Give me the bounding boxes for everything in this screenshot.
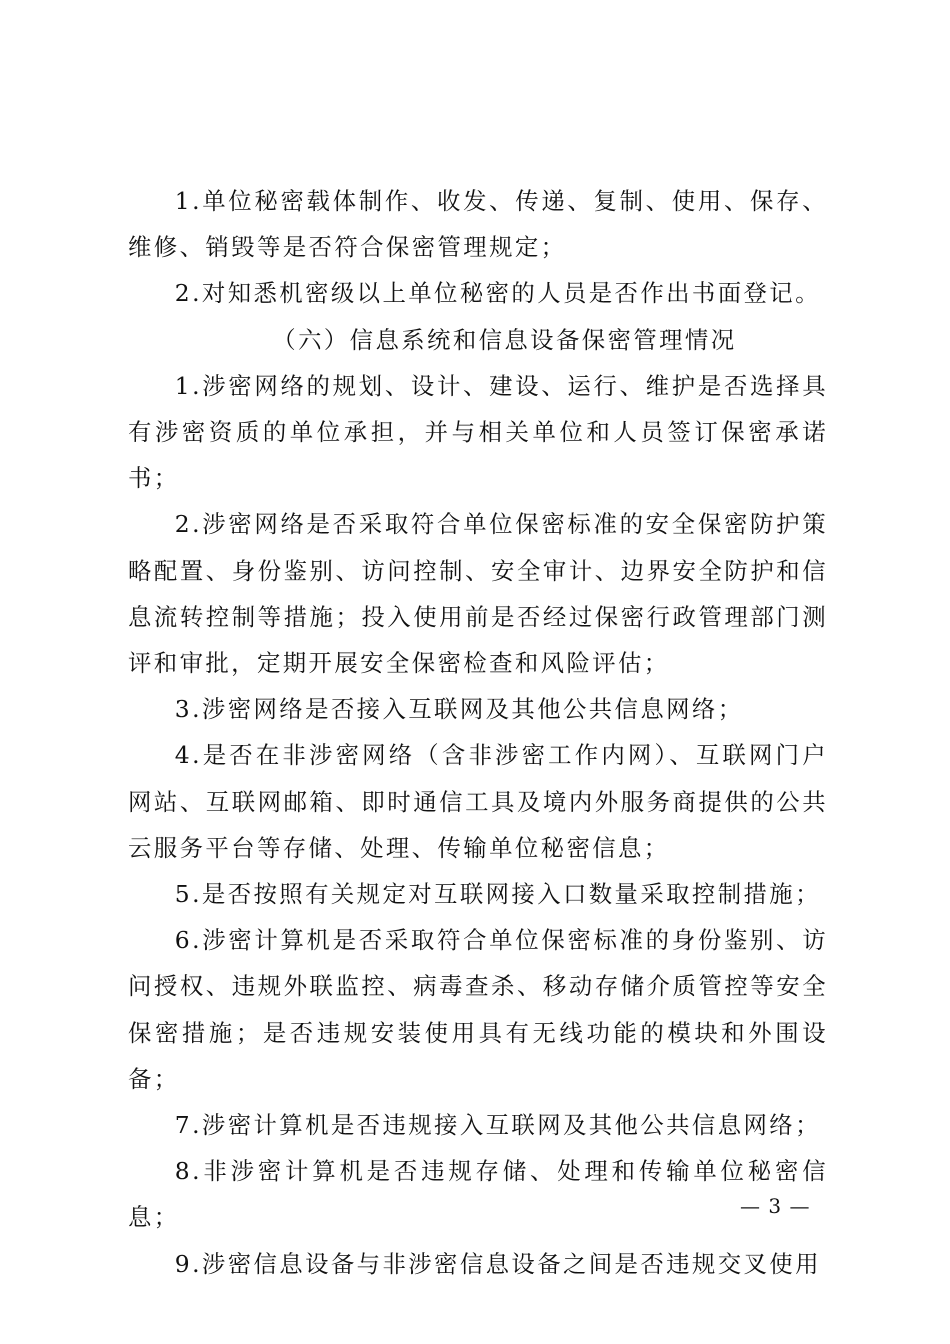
paragraph-personnel-registration: 2.对知悉机密级以上单位秘密的人员是否作出书面登记。 <box>174 279 821 308</box>
paragraph-computer-internet: 7.涉密计算机是否违规接入互联网及其他公共信息网络； <box>174 1111 821 1140</box>
paragraph-non-classified-computer: 8.非涉密计算机是否违规存储、处理和传输单位秘密信息； <box>128 1157 828 1232</box>
paragraph-cross-use: 9.涉密信息设备与非涉密信息设备之间是否违规交叉使用 <box>174 1249 821 1278</box>
page-number: — 3 — <box>740 1194 811 1218</box>
document-body <box>128 178 828 1287</box>
paragraph-carrier-management: 1.单位秘密载体制作、收发、传递、复制、使用、保存、维修、销毁等是否符合保密管理规定； <box>128 187 828 262</box>
paragraph-internet-connection: 3.涉密网络是否接入互联网及其他公共信息网络； <box>174 695 744 724</box>
paragraph-non-classified-network: 4.是否在非涉密网络（含非涉密工作内网）、互联网门户网站、互联网邮箱、即时通信工具及境内外服务商提供的公共云服务平台等存储、处理、传输单位秘密信息； <box>128 741 828 862</box>
paragraph-network-qualification: 1.涉密网络的规划、设计、建设、运行、维护是否选择具有涉密资质的单位承担，并与相关单位和人员签订保密承诺书； <box>128 371 828 493</box>
paragraph-computer-security-measures: 6.涉密计算机是否采取符合单位保密标准的身份鉴别、访问授权、违规外联监控、病毒查杀、移动存储介质管控等安全保密措施；是否违规安装使用具有无线功能的模块和外围设备； <box>128 926 828 1093</box>
paragraph-internet-access-points: 5.是否按照有关规定对互联网接入口数量采取控制措施； <box>174 880 821 909</box>
section-heading-information-systems: （六）信息系统和信息设备保密管理情况 <box>272 325 737 354</box>
paragraph-network-protection: 2.涉密网络是否采取符合单位保密标准的安全保密防护策略配置、身份鉴别、访问控制、安全审计、边界安全防护和信息流转控制等措施；投入使用前是否经过保密行政管理部门测评和审批，定期开展安全保密检查和风险评估； <box>128 510 828 678</box>
